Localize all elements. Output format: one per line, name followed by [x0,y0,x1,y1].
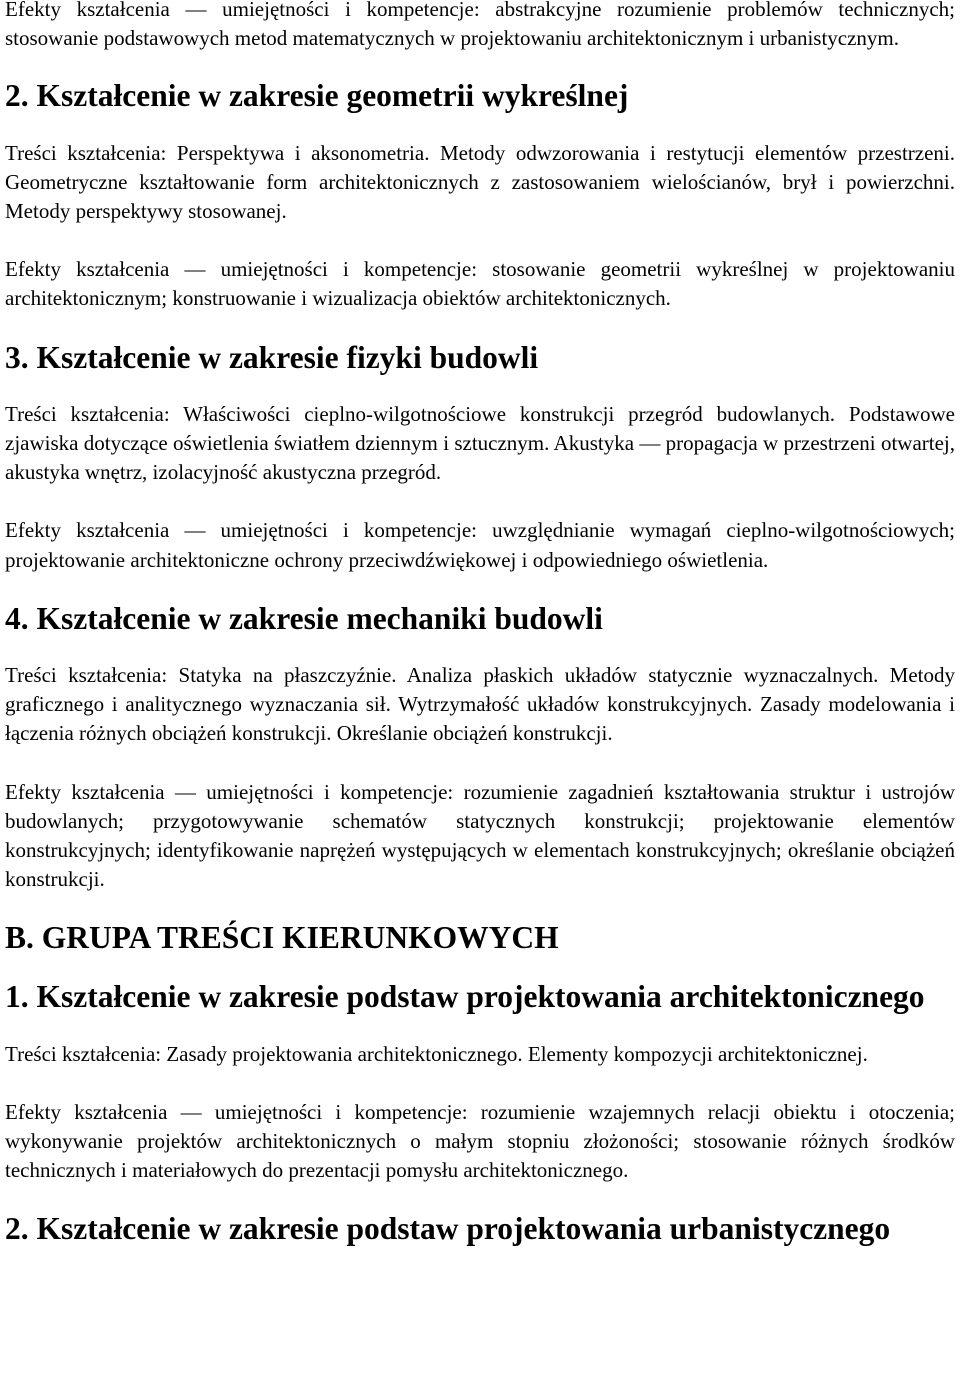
group-heading-major-content: B. GRUPA TREŚCI KIERUNKOWYCH [5,920,559,956]
paragraph-learning-outcomes-descriptive-geometry: Efekty kształcenia — umiejętności i kompetencje: stosowanie geometrii wykreślnej w projektowaniu architektonicznym; konstruowanie i wizualizacja obiektów architektonicznych. [5,257,955,311]
paragraph-content-architectural-design-basics: Treści kształcenia: Zasady projektowania architektonicznego. Elementy kompozycji architektonicznej. [5,1041,868,1066]
section-heading-architectural-design-basics: 1. Kształcenie w zakresie podstaw projektowania architektonicznego [5,978,925,1014]
paragraph-learning-outcomes-structural-mechanics: Efekty kształcenia — umiejętności i kompetencje: rozumienie zagadnień kształtowania struktur i ustrojów budowlanych; przygotowywanie schematów statycznych konstrukcji; projektowanie elementów konstrukcyjnych; identyfikowanie naprężeń występujących w elementach konstrukcyjnych; określanie obciążeń konstrukcji. [5,779,955,892]
paragraph-content-building-physics: Treści kształcenia: Właściwości cieplno-wilgotnościowe konstrukcji przegród budowlanych. Podstawowe zjawiska dotyczące oświetlenia światłem dziennym i sztucznym. Akustyka — propagacja w przestrzeni otwartej, akustyka wnętrz, izolacyjność akustyczna przegród. [5,401,955,485]
paragraph-content-structural-mechanics: Treści kształcenia: Statyka na płaszczyźnie. Analiza płaskich układów statycznie wyznaczalnych. Metody graficznego i analitycznego wyznaczania sił. Wytrzymałość układów konstrukcyjnych. Zasady modelowania i łączenia różnych obciążeń konstrukcji. Określanie obciążeń konstrukcji. [5,663,955,746]
section-heading-descriptive-geometry: 2. Kształcenie w zakresie geometrii wykreślnej [5,78,629,114]
paragraph-learning-outcomes-architectural-design-basics: Efekty kształcenia — umiejętności i kompetencje: rozumienie wzajemnych relacji obiektu i otoczenia; wykonywanie projektów architektonicznych o małym stopniu złożoności; stosowanie różnych środków technicznych i materiałowych do prezentacji pomysłu architektonicznego. [5,1100,955,1183]
section-heading-structural-mechanics: 4. Kształcenie w zakresie mechaniki budowli [5,600,603,636]
paragraph-learning-outcomes-mathematics: Efekty kształcenia — umiejętności i kompetencje: abstrakcyjne rozumienie problemów technicznych; stosowanie podstawowych metod matematycznych w projektowaniu architektonicznym i urbanistycznym. [5,0,955,51]
section-heading-building-physics: 3. Kształcenie w zakresie fizyki budowli [5,339,539,375]
paragraph-content-descriptive-geometry: Treści kształcenia: Perspektywa i aksonometria. Metody odwzorowania i restytucji elementów przestrzeni. Geometryczne kształtowanie form architektonicznych z zastosowaniem wielościanów, brył i powierzchni. Metody perspektywy stosowanej. [5,140,955,224]
section-heading-urban-design-basics: 2. Kształcenie w zakresie podstaw projektowania urbanistycznego [5,1210,891,1246]
paragraph-learning-outcomes-building-physics: Efekty kształcenia — umiejętności i kompetencje: uwzględnianie wymagań cieplno-wilgotnościowych; projektowanie architektoniczne ochrony przeciwdźwiękowej i odpowiedniego oświetlenia. [5,518,955,572]
